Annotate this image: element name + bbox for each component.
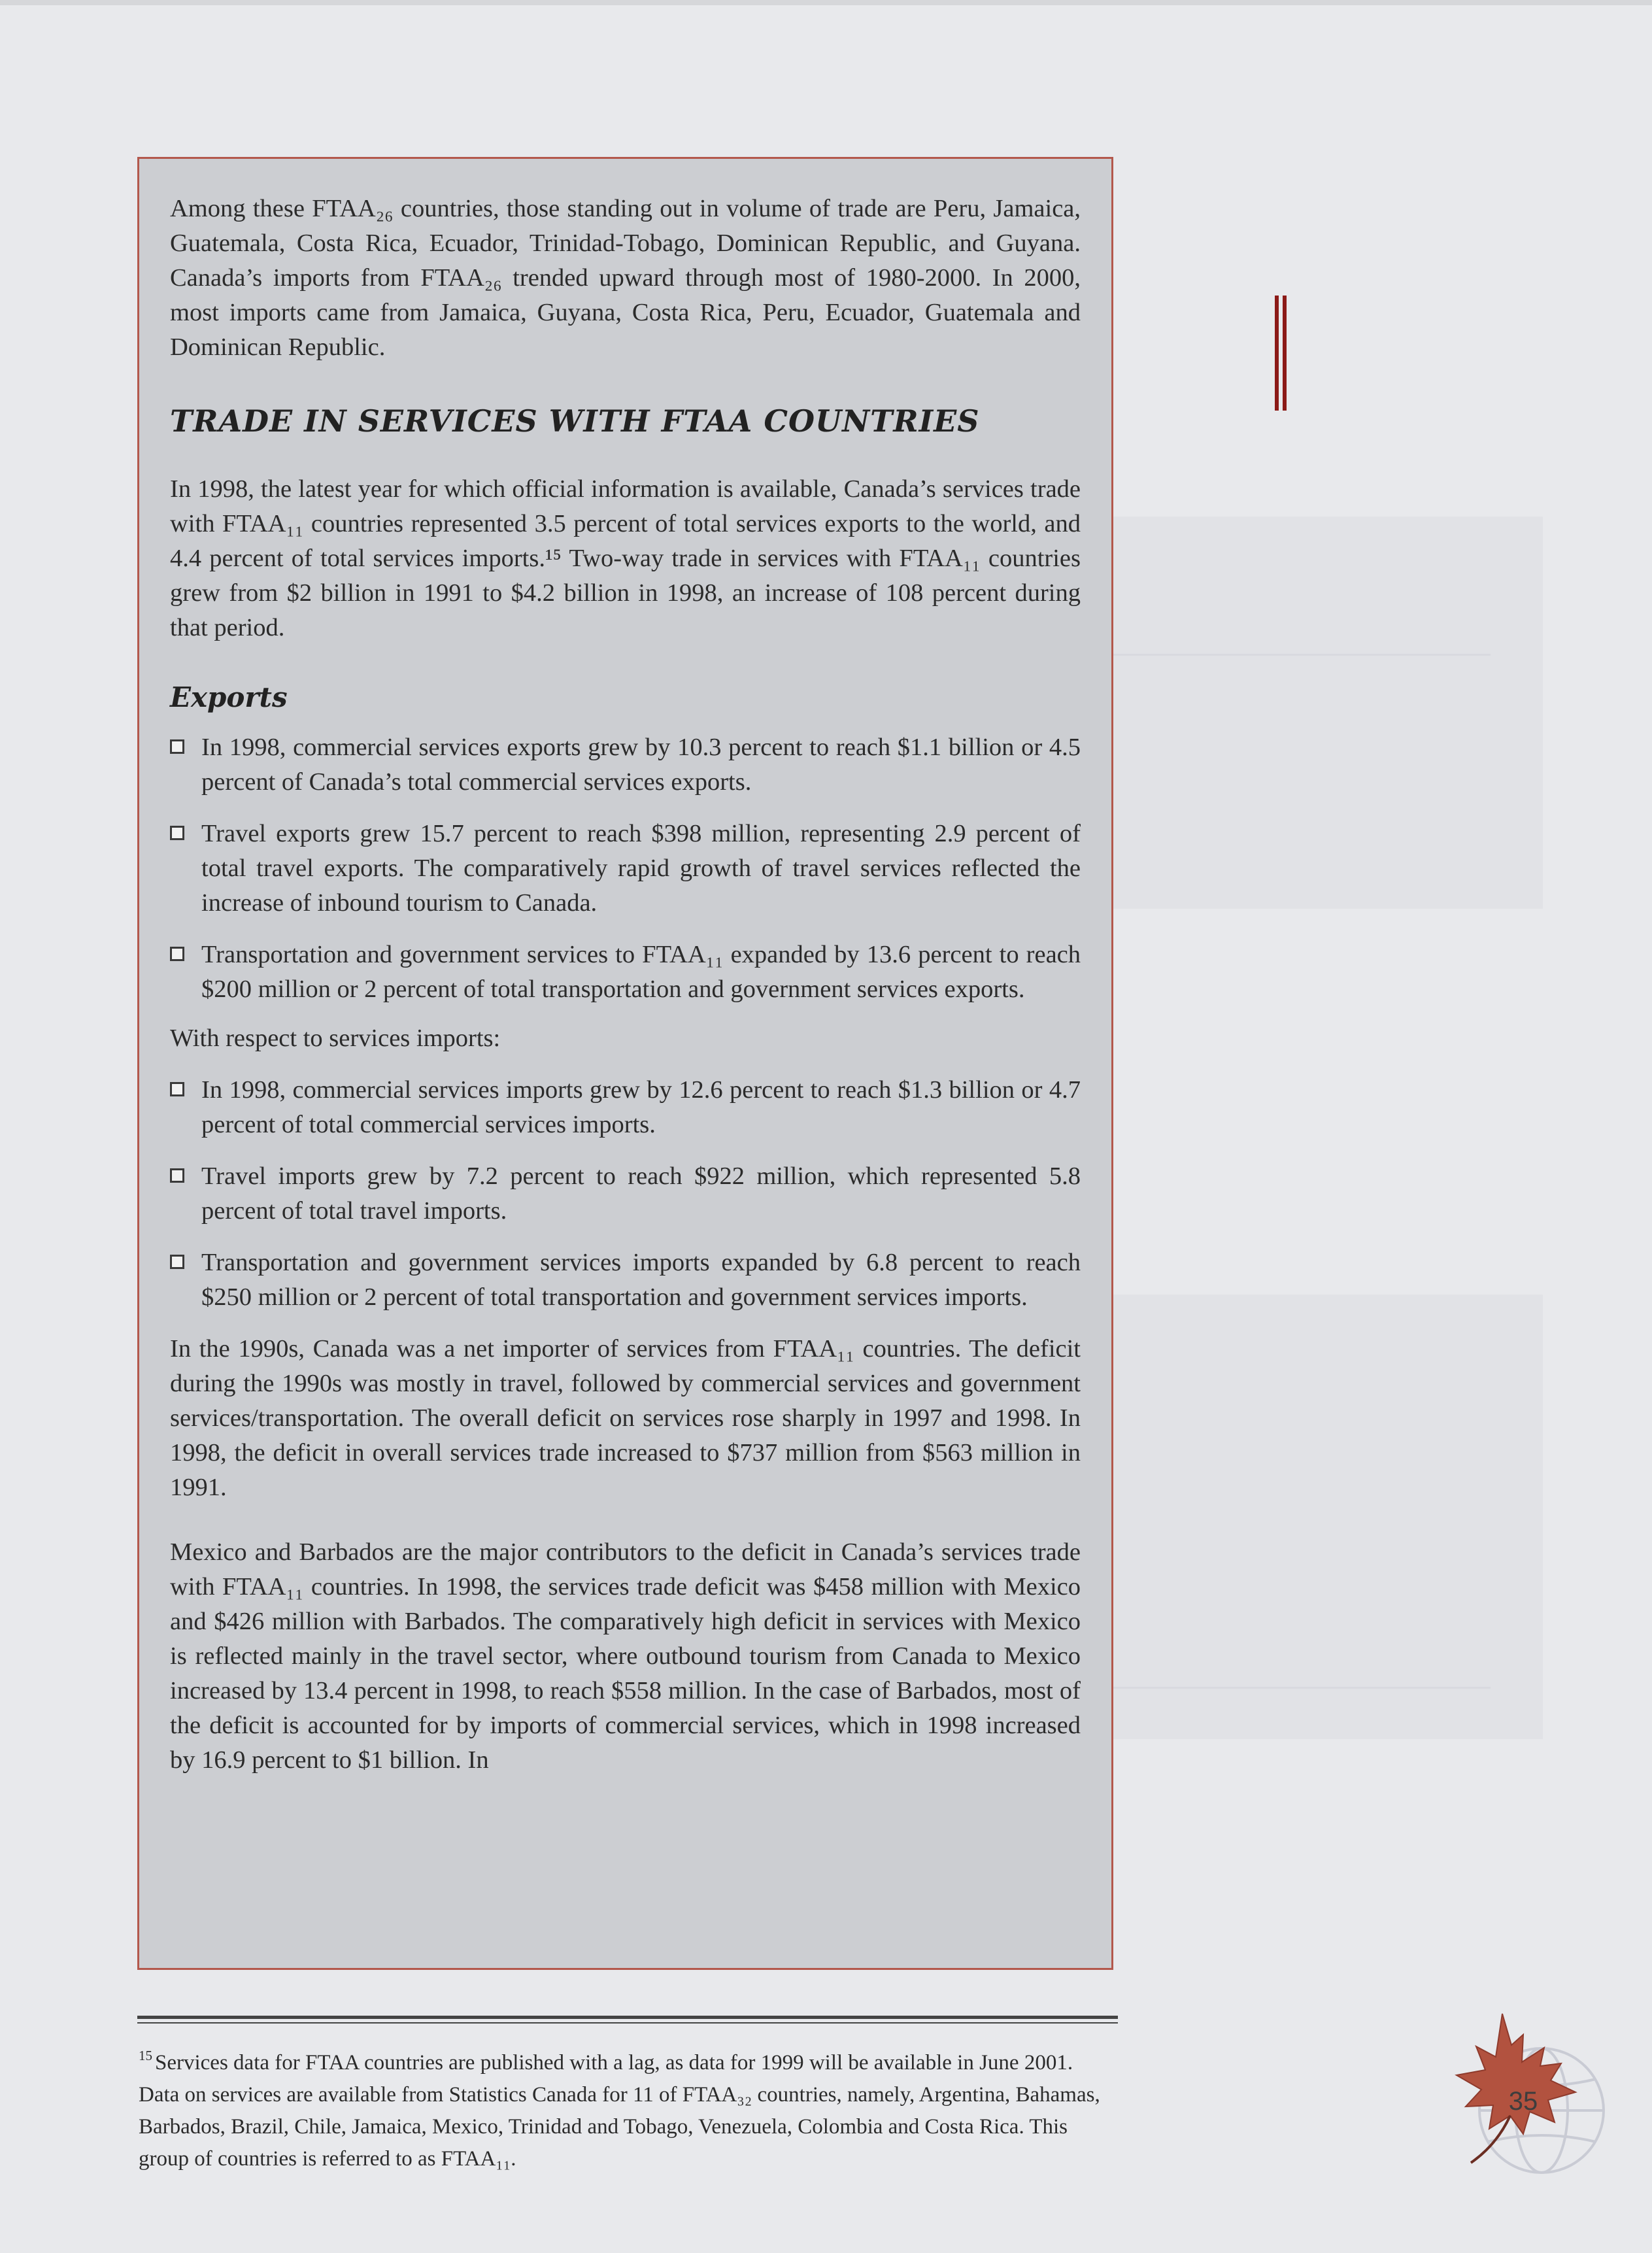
bullet-text: Travel imports grew by 7.2 percent to reach $922 million, which represented 5.8 percent of total travel imports. — [201, 1162, 1081, 1225]
checkbox-bullet-icon — [170, 826, 184, 840]
footnote-divider-thick — [137, 2016, 1118, 2019]
page-number: 35 — [1508, 2087, 1538, 2116]
imports-intro: With respect to services imports: — [170, 1025, 501, 1052]
list-item — [170, 1245, 1081, 1315]
export-bullet-list — [170, 730, 1081, 1007]
bullet-text: Transportation and government services imports expanded by 6.8 percent to reach $250 million or 2 percent of total transportation and government services imports. — [201, 1249, 1081, 1311]
bullet-text: Travel exports grew 15.7 percent to reach $398 million, representing 2.9 percent of total travel exports. The comparatively rapid growth of travel services reflected the increase of inbound tourism to Canada. — [201, 820, 1081, 917]
section-heading: TRADE IN SERVICES WITH FTAA COUNTRIES — [170, 403, 980, 439]
footnote-marker: 15 — [139, 2048, 152, 2063]
deficit-paragraph: In the 1990s, Canada was a net importer of services from FTAA₁₁ countries. The deficit during the 1990s was mostly in travel, followed by commercial services and government services/transportation. The overall deficit on services rose sharply in 1997 and 1998. In 1998, the deficit in overall services trade increased to $737 million from $563 million in 1991. — [170, 1335, 1081, 1501]
checkbox-bullet-icon — [170, 1255, 184, 1269]
services-paragraph: In 1998, the latest year for which official information is available, Canada’s services trade with FTAA₁₁ countries represented 3.5 percent of total services exports to the world, and 4.4 percent of total services imports.¹⁵ Two-way trade in services with FTAA₁₁ countries grew from $2 billion in 1991 to $4.2 billion in 1998, an increase of 108 percent during that period. — [170, 475, 1081, 641]
content-panel — [137, 157, 1113, 1970]
bullet-text: In 1998, commercial services imports grew by 12.6 percent to reach $1.3 billion or 4.7 percent of total commercial services imports. — [201, 1076, 1081, 1138]
footnote — [139, 2040, 1113, 2175]
top-edge-line — [0, 0, 1652, 5]
mexico-barbados-paragraph: Mexico and Barbados are the major contributors to the deficit in Canada’s services trade with FTAA₁₁ countries. In 1998, the services trade deficit was $458 million with Mexico and $426 million with Barbados. The comparatively high deficit in services with Mexico is reflected mainly in the travel sector, where outbound tourism from Canada to Mexico increased by 13.4 percent in 1998, to reach $558 million. In the case of Barbados, most of the deficit is accounted for by imports of commercial services, which in 1998 increased by 16.9 percent to $1 billion. In — [170, 1538, 1081, 1774]
checkbox-bullet-icon — [170, 739, 184, 754]
checkbox-bullet-icon — [170, 1082, 184, 1096]
list-item — [170, 1159, 1081, 1228]
footnote-divider-thin — [137, 2022, 1118, 2024]
list-item — [170, 730, 1081, 800]
accent-bar-right — [1283, 296, 1287, 411]
list-item — [170, 938, 1081, 1007]
bullet-text: In 1998, commercial services exports grew by 10.3 percent to reach $1.1 billion or 4.5 percent of Canada’s total commercial services exports. — [201, 734, 1081, 796]
bullet-text: Transportation and government services to FTAA₁₁ expanded by 13.6 percent to reach $200 million or 2 percent of total transportation and government services exports. — [201, 941, 1081, 1003]
intro-paragraph: Among these FTAA₂₆ countries, those standing out in volume of trade are Peru, Jamaica, Guatemala, Costa Rica, Ecuador, Trinidad-Tobago, Dominican Republic, and Guyana. Canada’s imports from FTAA₂₆ trended upward through most of 1980-2000. In 2000, most imports came from Jamaica, Guyana, Costa Rica, Peru, Ecuador, Guatemala and Dominican Republic. — [170, 195, 1081, 361]
footnote-text: Services data for FTAA countries are published with a lag, as data for 1999 will be available in June 2001. Data on services are available from Statistics Canada for 11 of FTAA₃₂ countries, namely, Argentina, Bahamas, Barbados, Brazil, Chile, Jamaica, Mexico, Trinidad and Tobago, Venezuela, Colombia and Costa Rica. This group of countries is referred to as FTAA₁₁. — [139, 2051, 1100, 2171]
import-bullet-list — [170, 1073, 1081, 1315]
list-item — [170, 1073, 1081, 1142]
exports-heading: Exports — [170, 681, 288, 713]
checkbox-bullet-icon — [170, 1168, 184, 1183]
checkbox-bullet-icon — [170, 947, 184, 961]
list-item — [170, 817, 1081, 921]
accent-bar-left — [1275, 296, 1279, 411]
